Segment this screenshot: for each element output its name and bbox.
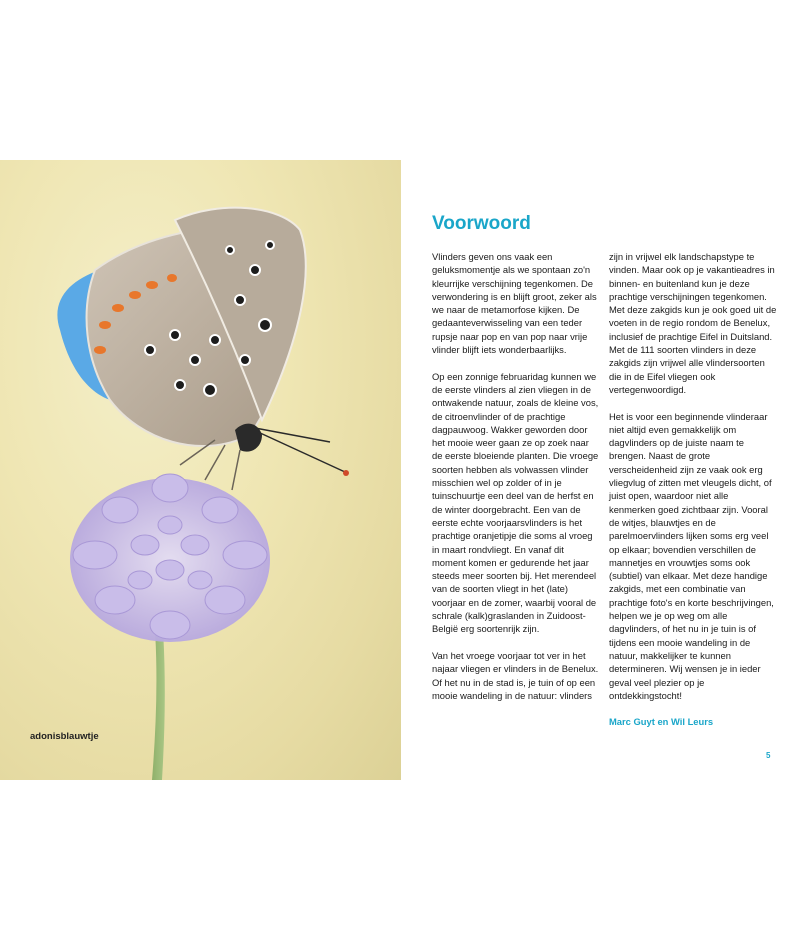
butterfly-illustration <box>0 160 401 780</box>
book-spread <box>0 160 800 780</box>
paragraph: Het is voor een beginnende vlinderaar niet altijd even gemakkelijk om dagvlinders op de juiste naam te brengen. Naast de grote verscheidenheid zijn ze vaak ook erg vliegvlug of zitten met vleugels dicht, of juist open, waardoor niet alle kenmerken goed zichtbaar zijn. Vooral de witjes, blauwtjes en de parelmoervlinders lijken soms erg veel op elkaar; bovendien verschillen de mannetjes en vrouwtjes soms ook (subtiel) van elkaar. Met deze handige zakgids, met een combinatie van prachtige foto's en korte beschrijvingen, helpen we je op weg om alle dagvlinders, of het nu in je tuin is of tijdens een mooie wandeling in de natuur, makkelijker te kunnen determineren. Wij wensen je in ieder geval veel plezier op je ontdekkingstocht! <box>609 410 774 701</box>
text-page <box>401 160 800 780</box>
butterfly-photo <box>0 160 401 780</box>
scabious-flower <box>70 474 270 642</box>
text-column-left <box>432 250 600 715</box>
page-number: 5 <box>766 751 771 760</box>
adonis-blue-butterfly <box>57 208 349 490</box>
paragraph: Van het vroege voorjaar tot ver in het najaar vliegen er vlinders in de Benelux. Of het nu in de stad is, je tuin of op een mooie wandeling in de natuur: vlinders <box>432 649 599 701</box>
paragraph: Vlinders geven ons vaak een geluksmomentje als we spontaan zo'n kleurrijke verschijning tegenkomen. De verwondering is en blijft groot, zeker als we naar de metamorfose kijken. De gedaanteverwisseling van een teder rupsje naar pop en van pop naar vrije vlinder blijft iets wonderbaarlijks. <box>432 251 597 356</box>
paragraph: zijn in vrijwel elk landschapstype te vinden. Maar ook op je vakantieadres in binnen- en buitenland kun je deze prachtige verschijningen tegenkomen. Met deze zakgids kun je ook goed uit de voeten in de regio rondom de Benelux, inclusief de prachtige Eifel in Duitsland. Met de 111 soorten vlinders in deze zakgids zijn vrijwel alle vlindersoorten die in de Eifel vliegen ook vertegenwoordigd. <box>609 251 777 395</box>
author-signature: Marc Guyt en Wil Leurs <box>609 716 714 728</box>
flower-stem <box>152 630 165 780</box>
paragraph: Op een zonnige februaridag kunnen we de eerste vlinders al zien vliegen in de ontwakende natuur, zoals de kleine vos, de citroenvlinder of de prachtige dagpauwoog. Wakker geworden door het mooie weer gaan ze op zoek naar de eerste bloeiende planten. Die vroege soorten hebben als volwassen vlinder misschien wel op zolder of in je tuinschuurtje een deel van de herfst en de winter doorgebracht. Een van de eerste echte voorjaarsvlinders is het prachtige oranjetipje die soms al vroeg in maart rondvliegt. En vanaf dit moment komen er gedurende het jaar steeds meer soorten bij. Het merendeel van de soorten vliegt in het (late) voorjaar en de zomer, waarbij vooral de schrale (kalk)graslanden in Zuidoost-België erg soortenrijk zijn. <box>432 370 599 635</box>
page-title: Voorwoord <box>432 213 531 234</box>
text-column-right <box>609 250 777 742</box>
photo-caption: adonisblauwtje <box>30 731 99 742</box>
